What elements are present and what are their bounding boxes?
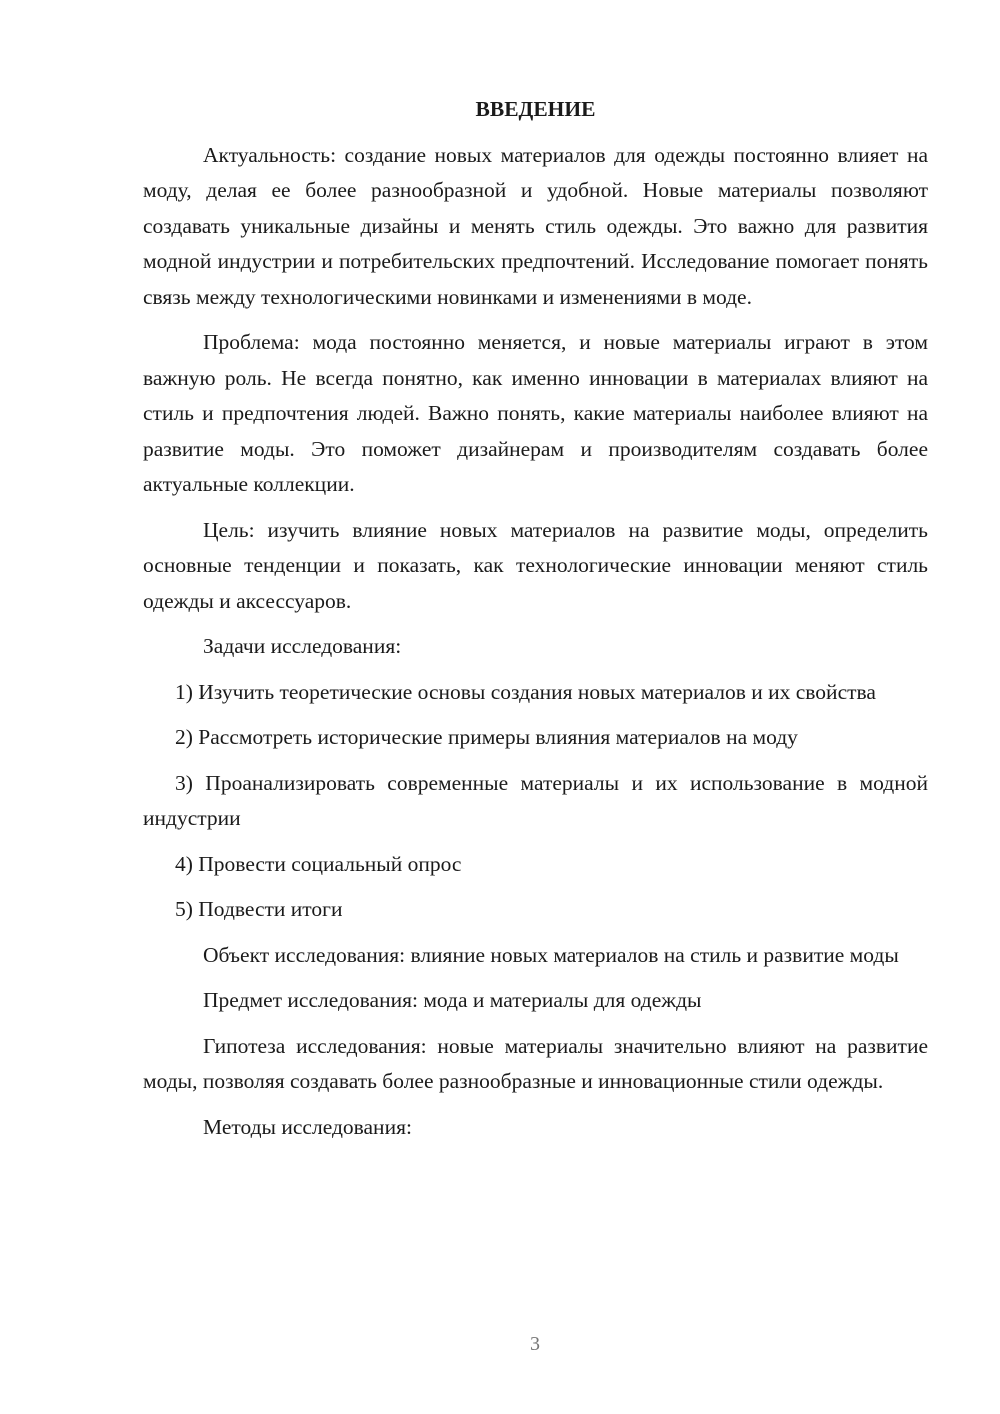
object-paragraph: Объект исследования: влияние новых материалов на стиль и развитие моды	[203, 942, 899, 967]
problem-paragraph: Проблема: мода постоянно меняется, и новые материалы играют в этом важную роль. Не всегда понятно, как именно инновации в материалах влияют на стиль и предпочтения людей. Важно понять, какие материалы наиболее влияют на развитие моды. Это поможет дизайнерам и производителям создавать более актуальные коллекции.	[143, 330, 928, 496]
goal-paragraph: Цель: изучить влияние новых материалов на развитие моды, определить основные тенденции и показать, как технологические инновации меняют стиль одежды и аксессуаров.	[143, 517, 928, 613]
hypothesis-paragraph: Гипотеза исследования: новые материалы значительно влияют на развитие моды, позволяя создавать более разнообразные и инновационные стили одежды.	[143, 1033, 928, 1093]
relevance-paragraph: Актуальность: создание новых материалов для одежды постоянно влияет на моду, делая ее более разнообразной и удобной. Новые материалы позволяют создавать уникальные дизайны и менять стиль одежды. Это важно для развития модной индустрии и потребительских предпочтений. Исследование помогает понять связь между технологическими новинками и изменениями в моде.	[143, 142, 928, 309]
task-item-2: 2) Рассмотреть исторические примеры влияния материалов на моду	[175, 725, 798, 749]
task-item-3: 3) Проанализировать современные материалы и их использование в модной индустрии	[143, 770, 928, 830]
subject-paragraph: Предмет исследования: мода и материалы для одежды	[203, 988, 702, 1012]
section-title: ВВЕДЕНИЕ	[475, 97, 596, 121]
tasks-list	[143, 675, 928, 928]
methods-heading: Методы исследования:	[203, 1114, 412, 1139]
task-item-1: 1) Изучить теоретические основы создания новых материалов и их свойства	[175, 679, 876, 704]
document-page	[143, 92, 928, 1155]
task-item-4: 4) Провести социальный опрос	[175, 851, 462, 876]
task-item-5: 5) Подвести итоги	[175, 897, 343, 921]
tasks-heading: Задачи исследования:	[203, 634, 402, 658]
page-number: 3	[530, 1333, 540, 1355]
